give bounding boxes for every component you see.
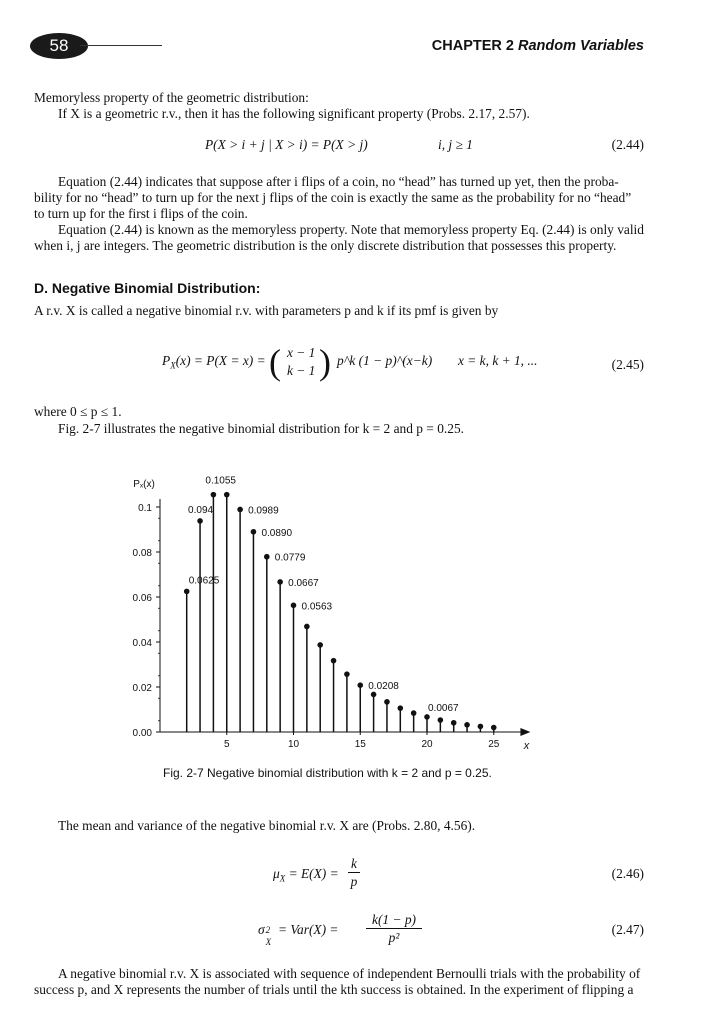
variance-denominator: p² bbox=[388, 930, 400, 945]
x-tick-label: 10 bbox=[287, 739, 300, 750]
memoryless-heading: Memoryless property of the geometric distribution: bbox=[34, 90, 309, 105]
data-label: 0.094 bbox=[188, 504, 214, 516]
stem-marker bbox=[438, 717, 444, 723]
memoryless-para1-line2: bility for no “head” to turn up for the next j flips of the coin is exactly the same as the probability for no “head” bbox=[34, 190, 632, 205]
eq-number-2-44: (2.44) bbox=[611, 137, 644, 152]
stem-marker bbox=[344, 671, 350, 677]
eq-2-45-support: x = k, k + 1, ... bbox=[458, 353, 538, 368]
stem-marker bbox=[424, 714, 430, 720]
negative-binomial-chart bbox=[0, 470, 706, 770]
equation-2-44-condition: i, j ≥ 1 bbox=[438, 137, 473, 152]
running-header bbox=[432, 38, 644, 54]
stem-marker bbox=[211, 492, 217, 498]
y-tick-label: 0.00 bbox=[132, 728, 152, 739]
binom-bottom: k − 1 bbox=[287, 363, 316, 378]
section-d-intro: A r.v. X is called a negative binomial r.v. with parameters p and k if its pmf is given by bbox=[34, 303, 499, 318]
right-paren: ) bbox=[319, 342, 331, 382]
fig-reference: Fig. 2-7 illustrates the negative binomial distribution for k = 2 and p = 0.25. bbox=[58, 421, 464, 436]
x-axis-arrow bbox=[520, 728, 530, 736]
stem-marker bbox=[224, 492, 230, 498]
equation-2-45 bbox=[162, 342, 562, 385]
x-tick-label: 20 bbox=[421, 739, 433, 750]
figure-caption: Fig. 2-7 Negative binomial distribution with k = 2 and p = 0.25. bbox=[163, 766, 492, 780]
stem-marker bbox=[277, 579, 283, 585]
stem-marker bbox=[184, 589, 190, 595]
closing-line2: success p, and X represents the number of trials until the kth success is obtained. In the experiment of flipping a bbox=[34, 982, 634, 997]
data-label: 0.0625 bbox=[188, 575, 220, 587]
stem-marker bbox=[384, 699, 390, 705]
chapter-title: Random Variables bbox=[518, 38, 644, 54]
mean-denominator: p bbox=[350, 874, 358, 889]
stem-marker bbox=[357, 682, 363, 688]
mean-numerator: k bbox=[348, 856, 360, 873]
data-label: 0.0667 bbox=[288, 577, 319, 589]
header-rule bbox=[80, 45, 162, 46]
data-label: 0.0563 bbox=[301, 601, 333, 613]
stem-marker bbox=[251, 529, 257, 535]
stem-marker bbox=[398, 705, 404, 711]
memoryless-para2-line1: Equation (2.44) is known as the memoryless property. Note that memoryless property Eq. (2.44) is only valid bbox=[58, 222, 644, 237]
y-tick-label: 0.02 bbox=[132, 683, 152, 694]
stem-marker bbox=[371, 692, 377, 698]
data-label: 0.0208 bbox=[368, 681, 399, 693]
equation-2-44: P(X > i + j | X > i) = P(X > j) bbox=[205, 137, 368, 152]
variance-numerator: k(1 − p) bbox=[366, 912, 422, 929]
left-paren: ( bbox=[269, 342, 281, 382]
stem-marker bbox=[237, 507, 243, 513]
section-d-title: D. Negative Binomial Distribution: bbox=[34, 280, 261, 296]
y-tick-label: 0.06 bbox=[132, 593, 152, 604]
y-axis-label: Pₓ(x) bbox=[133, 479, 155, 490]
stem-marker bbox=[304, 624, 310, 630]
x-tick-label: 5 bbox=[223, 739, 230, 750]
stem-marker bbox=[491, 725, 497, 731]
x-tick-label: 15 bbox=[354, 739, 366, 750]
y-tick-label: 0.04 bbox=[132, 638, 152, 649]
stem-marker bbox=[264, 554, 270, 560]
chapter-label: CHAPTER 2 bbox=[431, 38, 514, 54]
binom-top: x − 1 bbox=[287, 345, 316, 360]
stem-marker bbox=[464, 722, 470, 728]
eq-number-2-47: (2.47) bbox=[611, 922, 644, 937]
x-axis-label: x bbox=[523, 740, 530, 752]
stem-marker bbox=[411, 710, 417, 716]
stem-marker bbox=[478, 724, 484, 730]
data-label: 0.0890 bbox=[261, 527, 293, 539]
data-label: 0.0067 bbox=[428, 702, 459, 714]
stem-marker bbox=[291, 603, 297, 609]
memoryless-para2-line2: when i, j are integers. The geometric distribution is the only discrete distribution that possesses this property. bbox=[34, 238, 617, 253]
stem-marker bbox=[331, 658, 337, 664]
page-number-badge: 58 bbox=[30, 33, 88, 59]
closing-line1: A negative binomial r.v. X is associated with sequence of independent Bernoulli trials with the probability of bbox=[58, 966, 641, 981]
where-clause: where 0 ≤ p ≤ 1. bbox=[34, 404, 122, 419]
x-tick-label: 25 bbox=[488, 739, 500, 750]
data-label: 0.1055 bbox=[205, 475, 236, 487]
eq-2-45-rhs: p^k (1 − p)^(x−k) bbox=[337, 353, 433, 368]
y-tick-label: 0.08 bbox=[132, 548, 152, 559]
variance-lhs: σ 2 X = Var(X) = bbox=[258, 922, 339, 947]
eq-number-2-46: (2.46) bbox=[611, 866, 644, 881]
memoryless-para1-line3: to turn up for the first i flips of the coin. bbox=[34, 206, 248, 221]
eq-2-45-lhs: $P_X(x) = P(X = x)$ = bbox=[162, 353, 266, 371]
eq-number-2-45: (2.45) bbox=[611, 357, 644, 372]
stem-marker bbox=[317, 642, 323, 648]
memoryless-para1-line1: Equation (2.44) indicates that suppose after i flips of a coin, no “head” has turned up yet, then the proba- bbox=[58, 174, 619, 189]
data-label: 0.0989 bbox=[248, 505, 279, 517]
data-label: 0.0779 bbox=[274, 552, 306, 564]
mean-lhs: $\mu_X = E(X)$ = bbox=[273, 866, 339, 884]
moments-intro: The mean and variance of the negative binomial r.v. X are (Probs. 2.80, 4.56). bbox=[58, 818, 476, 833]
stem-marker bbox=[197, 518, 203, 524]
y-tick-label: 0.1 bbox=[138, 503, 152, 514]
memoryless-intro: If X is a geometric r.v., then it has the following significant property (Probs. 2.17, 2.57). bbox=[58, 106, 530, 121]
stem-marker bbox=[451, 720, 457, 726]
